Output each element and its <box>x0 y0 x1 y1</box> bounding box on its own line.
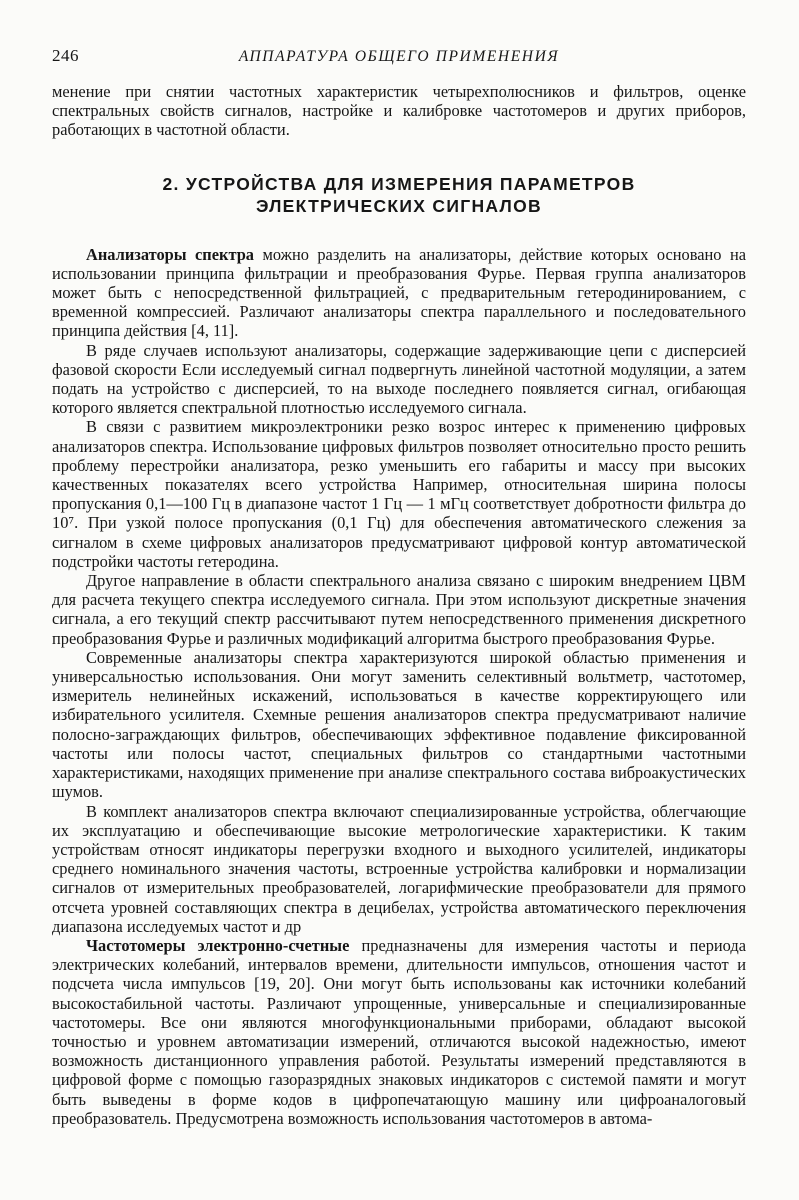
paragraph-text: Другое направление в области спектрального анализа связано с широким внедрением ЦВМ для расчета текущего спектра исследуемого сигнала. При этом используют дискретные значения сигнала, а его текущий спектр рассчитывают путем непосредственного применения дискретного преобразования Фурье и различных модификаций алгоритма быстрого преобразования Фурье. <box>52 571 746 648</box>
paragraph-spectrum-analyzers <box>52 245 746 341</box>
paragraph-computer-fft <box>52 571 746 648</box>
running-head <box>52 46 746 70</box>
paragraph-text: Современные анализаторы спектра характеризуются широкой областью применения и универсальностью использования. Они могут заменить селективный вольтметр, частотомер, измеритель нелинейных искажений, использоваться в качестве корректирующего или избирательного усилителя. Схемные решения анализаторов спектра предусматривают наличие полосно-заграждающих фильтров, обеспечивающих эффективное подавление фиксированной частоты или полосы частот, специальных фильтров со стандартными частотными характеристиками, находящих применение при анализе спектрального состава виброакустических шумов. <box>52 647 746 802</box>
term-frequency-counters: Частотомеры электронно-счетные <box>86 935 350 955</box>
paragraph-text: В ряде случаев используют анализаторы, содержащие задерживающие цепи с дисперсией фазовой скорости Если исследуемый сигнал подвергнуть линейной частотной модуляции, а затем подать на устройство с дисперсией, то на выходе последнего появляется сигнал, огибающая которого является спектральной плотностью исследуемого сигнала. <box>52 340 746 418</box>
term-spectrum-analyzers: Анализаторы спектра <box>86 244 255 264</box>
paragraph-analyzer-kit <box>52 802 746 936</box>
paragraph-frequency-counters <box>52 936 746 1128</box>
paragraph-dispersion <box>52 341 746 418</box>
running-title: АППАРАТУРА ОБЩЕГО ПРИМЕНЕНИЯ <box>238 48 560 65</box>
section-heading-line-2: ЭЛЕКТРИЧЕСКИХ СИГНАЛОВ <box>256 195 542 216</box>
intro-paragraph: менение при снятии частотных характеристик четырехполюсников и фильтров, оценке спектральных свойств сигналов, настройке и калибровке частотомеров и других приборов, работающих в частотной области. <box>52 82 746 140</box>
paragraph-text: предназначены для измерения частоты и периода электрических колебаний, интервалов времени, длительности импульсов, отношения частот и подсчета числа импульсов [19, 20]. Они могут быть использованы как источники колебаний высокостабильной частоты. Различают упрощенные, универсальные и специализированные частотомеры. Все они являются многофункциональными приборами, обладают высокой точностью и уровнем автоматизации измерений, отличаются высокой надежностью, имеют возможность дистанционного управления работой. Результаты измерений представляются в цифровой форме с помощью газоразрядных знаковых индикаторов с системой памяти и могут быть выведены в форме кодов в цифропечатающую машину или цифроаналоговый преобразователь. Предусмотрена возможность использования частотомеров в автома- <box>52 935 746 1128</box>
section-heading <box>52 173 746 217</box>
paragraph-text: В комплект анализаторов спектра включают специализированные устройства, облегчающие их эксплуатацию и обеспечивающие высокие метрологические характеристики. К таким устройствам относят индикаторы перегрузки входного и выходного усилителей, индикаторы среднего номинального значения частоты, встроенные устройства калибровки и нормализации сигналов от измерительных преобразователей, логарифмические преобразователи для прямого отсчета уровней составляющих спектра в децибелах, устройства автоматического переключения диапазона исследуемых частот и др <box>52 801 746 936</box>
paragraph-modern-analyzers <box>52 648 746 802</box>
body-text <box>52 82 746 1128</box>
paragraph-text: можно разделить на анализаторы, действие которых основано на использовании принципа фильтрации и преобразования Фурье. Первая группа анализаторов может быть с непосредственной фильтрацией, с предварительным гетеродинированием, с временной компрессией. Различают анализаторы спектра параллельного и последовательного принципа действия [4, 11]. <box>52 244 746 341</box>
paragraph-text: В связи с развитием микроэлектроники резко возрос интерес к применению цифровых анализаторов спектра. Использование цифровых фильтров позволяет относительно просто решить проблему перестройки анализатора, резко уменьшить его габариты и массу при высоких качественных показателях всего устройства Например, относительная ширина полосы пропускания 0,1—100 Гц в диапазоне частот 1 Гц — 1 мГц соответствует добротности фильтра до 10⁷. При узкой полосе пропускания (0,1 Гц) для обеспечения автоматического слежения за сигналом в схеме цифровых анализаторов предусматривают цифровой контур автоматической подстройки частоты гетеродина. <box>52 417 746 571</box>
page-number: 246 <box>52 46 79 65</box>
section-heading-line-1: 2. УСТРОЙСТВА ДЛЯ ИЗМЕРЕНИЯ ПАРАМЕТРОВ <box>162 173 636 194</box>
paragraph-digital-analyzers <box>52 417 746 571</box>
